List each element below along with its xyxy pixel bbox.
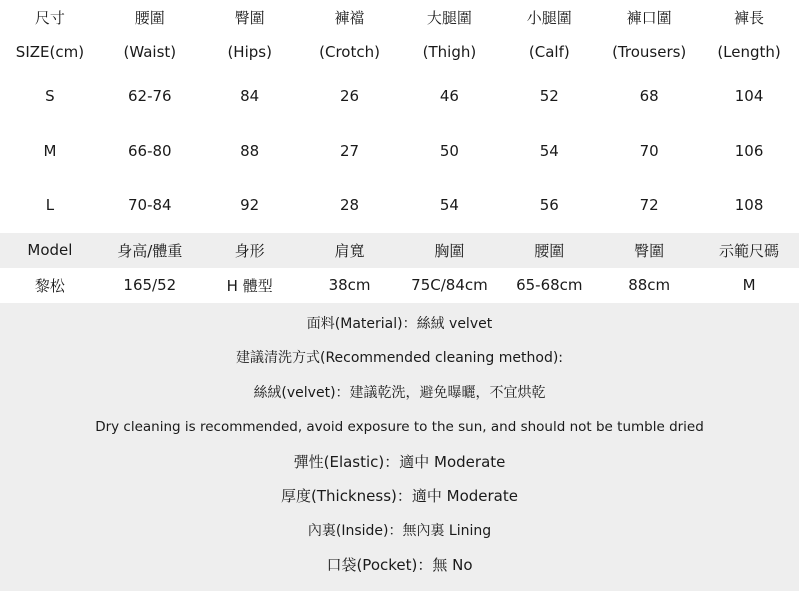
table-cell: 108 bbox=[734, 196, 764, 215]
header-cell: 臀圍 bbox=[234, 9, 265, 27]
table-cell: 26 bbox=[340, 87, 360, 106]
table-cell: 165/52 bbox=[123, 276, 177, 294]
table-cell: 72 bbox=[639, 196, 659, 215]
table-cell: 65-68cm bbox=[516, 276, 583, 294]
header-cell: (Thigh) bbox=[422, 43, 477, 61]
header-cell: 褲襠 bbox=[334, 9, 365, 27]
model-chart bbox=[0, 233, 799, 303]
header-cell: 大腿圍 bbox=[426, 9, 472, 27]
model-header bbox=[0, 233, 799, 268]
table-row bbox=[0, 178, 799, 233]
table-cell: 66-80 bbox=[128, 141, 172, 160]
header-cell: 腰圍 bbox=[134, 9, 165, 27]
table-cell: 28 bbox=[340, 196, 360, 215]
header-cell: 臀圍 bbox=[634, 241, 665, 260]
table-cell: 56 bbox=[539, 196, 559, 215]
size-header-en bbox=[0, 35, 799, 69]
table-cell: 38cm bbox=[328, 276, 371, 294]
table-cell: 62-76 bbox=[128, 87, 172, 106]
table-cell: 54 bbox=[439, 196, 459, 215]
header-cell: 尺寸 bbox=[34, 9, 65, 27]
header-cell: 胸圍 bbox=[434, 241, 465, 260]
table-cell: 92 bbox=[240, 196, 260, 215]
header-cell: 腰圍 bbox=[534, 241, 565, 260]
cleaning-instruction-en: Dry cleaning is recommended, avoid exposure to the sun, and should not be tumble dried bbox=[95, 418, 704, 435]
header-cell: (Calf) bbox=[528, 43, 570, 61]
table-cell: 27 bbox=[340, 141, 360, 160]
table-row bbox=[0, 69, 799, 124]
table-row bbox=[0, 124, 799, 179]
header-cell: 褲長 bbox=[734, 9, 765, 27]
header-cell: 示範尺碼 bbox=[719, 241, 780, 260]
header-cell: 身高/體重 bbox=[117, 241, 183, 260]
table-cell: 84 bbox=[240, 87, 260, 106]
header-cell: 肩寬 bbox=[334, 241, 365, 260]
header-cell: SIZE(cm) bbox=[15, 43, 85, 61]
table-cell: 68 bbox=[639, 87, 659, 106]
size-header-zh bbox=[0, 0, 799, 35]
header-cell: 褲口圍 bbox=[626, 9, 672, 27]
table-cell: 50 bbox=[439, 141, 459, 160]
fabric-info-panel bbox=[0, 303, 799, 591]
header-cell: (Length) bbox=[717, 43, 781, 61]
header-cell: Model bbox=[27, 241, 73, 259]
thickness-line: 厚度(Thickness)：適中 Moderate bbox=[281, 487, 518, 506]
size-chart bbox=[0, 0, 799, 233]
cleaning-method-title: 建議清洗方式(Recommended cleaning method): bbox=[235, 350, 564, 367]
table-cell: 54 bbox=[539, 141, 559, 160]
table-cell: 75C/84cm bbox=[411, 276, 488, 294]
header-cell: (Hips) bbox=[227, 43, 272, 61]
size-label: L bbox=[45, 196, 55, 215]
inside-lining-line: 內裏(Inside)：無內裏 Lining bbox=[307, 523, 492, 540]
header-cell: 身形 bbox=[234, 241, 265, 260]
header-cell: (Crotch) bbox=[319, 43, 380, 61]
table-cell: M bbox=[742, 276, 756, 294]
material-line: 面料(Material)：絲絨 velvet bbox=[306, 315, 493, 332]
table-cell: H 體型 bbox=[226, 276, 273, 295]
table-cell: 88cm bbox=[628, 276, 671, 294]
table-cell: 70 bbox=[639, 141, 659, 160]
table-cell: 52 bbox=[539, 87, 559, 106]
table-cell: 46 bbox=[439, 87, 459, 106]
table-row bbox=[0, 268, 799, 303]
size-label: S bbox=[45, 87, 55, 106]
table-cell: 70-84 bbox=[128, 196, 172, 215]
elastic-line: 彈性(Elastic)：適中 Moderate bbox=[293, 452, 506, 471]
cleaning-instruction-zh: 絲絨(velvet)：建議乾洗，避免曝曬，不宜烘乾 bbox=[253, 384, 546, 401]
table-cell: 106 bbox=[734, 141, 764, 160]
table-cell: 104 bbox=[734, 87, 764, 106]
table-cell: 88 bbox=[240, 141, 260, 160]
header-cell: 小腿圍 bbox=[526, 9, 572, 27]
header-cell: (Trousers) bbox=[612, 43, 687, 61]
header-cell: (Waist) bbox=[123, 43, 177, 61]
size-label: M bbox=[43, 141, 57, 160]
model-name: 黎松 bbox=[34, 276, 65, 295]
pocket-line: 口袋(Pocket)：無 No bbox=[326, 556, 473, 575]
